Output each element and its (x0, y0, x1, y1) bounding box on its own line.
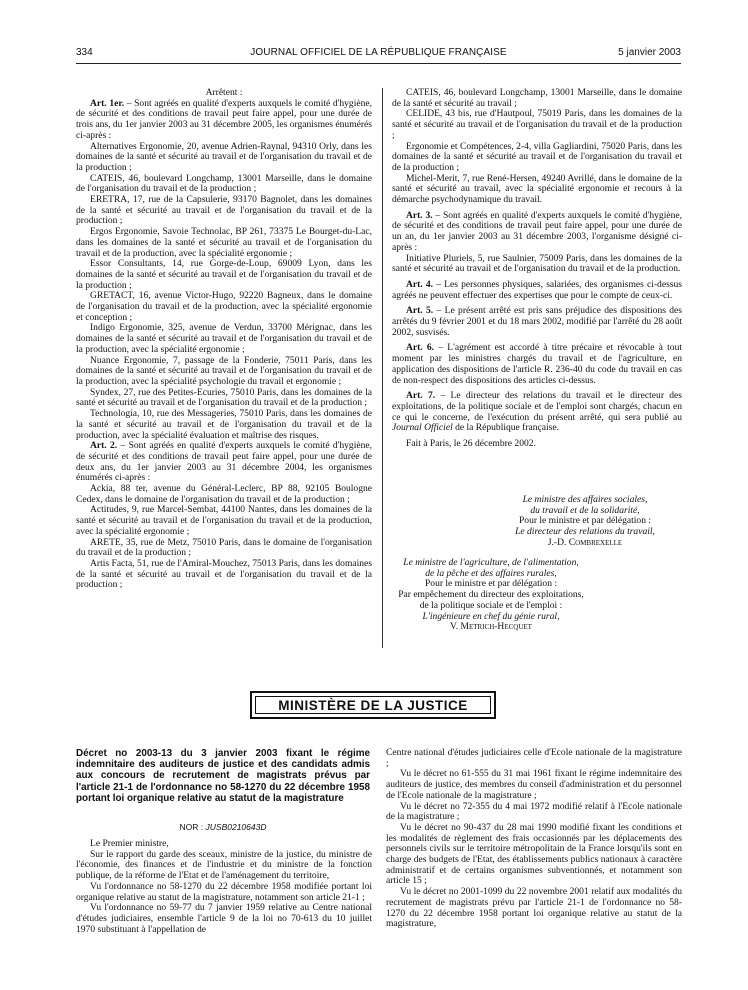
sig-line: Pour le ministre et par délégation : (424, 578, 558, 590)
article-text: – Le directeur des relations du travail et le directeur des exploitations, de la politique sociale et de l'emploi sont chargés, chacun en ce qui le concerne, de l'exécution du présent arrêté, qui sera publié au (392, 390, 683, 423)
list-paragraph: Centre national d'études judiciaires celle d'Ecole nationale de la magistrature ; (386, 747, 682, 769)
list-paragraph: Michel-Merit, 7, rue René-Hersen, 49240 Avrillé, dans le domaine de la santé et sécurité au travail, avec la spécialité ergonomie et recours à la démarche psychodynamique du travail. (392, 172, 682, 206)
header-rule (76, 63, 681, 64)
article-text: – Le présent arrêté est pris sans préjudice des dispositions des arrêtés du 9 février 2001 et du 18 mars 2002, modifié par l'arrêté du 28 août 2002, susvisés. (392, 305, 682, 338)
journal-title: JOURNAL OFFICIEL DE LA RÉPUBLIQUE FRANÇAISE (250, 47, 507, 58)
sig-line: du travail et de la solidarité, (530, 504, 640, 516)
decree-left-paragraphs (76, 839, 372, 935)
article-label: Art. 2. (90, 440, 118, 452)
article-1 (76, 99, 372, 142)
article-3-org: Initiative Pluriels, 5, rue Saulnier, 75009 Paris, dans les domaines de la santé et sécurité au travail et de l'organisation du travail et de la production. (392, 252, 682, 275)
nor-label: NOR : (179, 822, 204, 832)
list-paragraph: Vu le décret no 2001-1099 du 22 novembre 2001 relatif aux modalités du recrutement de magistrats prévu par l'article 21-1 de l'ordonnance no 58-1270 du 22 décembre 1958 portant loi organique relative au statut de la magistrature, (386, 886, 682, 930)
signatory-name: V. Metrich-Hecquet (450, 621, 532, 633)
decree-left-column (76, 839, 372, 935)
article-7 (392, 391, 682, 434)
page-number: 334 (76, 47, 93, 58)
article-text: – Sont agréés en qualité d'experts auxquels le comité d'hygiène, de sécurité et des conditions de travail peut faire appel, pour une durée de deux ans, du 1er janvier 2003 au 31 décembre 2004, les organismes énumérés ci-après : (76, 440, 372, 484)
article-4 (392, 280, 682, 301)
left-column (76, 88, 372, 591)
article-5 (392, 306, 682, 338)
article-text: – Sont agréés en qualité d'experts auxquels le comité d'hygiène, de sécurité et des conditions de travail peut faire appel, pour une durée de un an, du 1er janvier 2003 au 31 décembre 2003, l'organisme désigné ci-après : (392, 209, 682, 253)
list-paragraph: Alternatives Ergonomie, 20, avenue Adrien-Raynal, 94310 Orly, dans les domaines de la santé et sécurité au travail et de l'organisation du travail et de la production ; (76, 140, 372, 173)
sig-line: de la pêche et des affaires rurales, (425, 567, 557, 579)
list-paragraph: Vu le décret no 61-555 du 31 mai 1961 fixant le régime indemnitaire des auditeurs de justice, des membres du conseil d'administration et du personnel de l'Ecole nationale de la magistrature ; (386, 768, 682, 801)
article-label: Art. 1er. (90, 97, 125, 109)
decree-right-column (386, 748, 682, 930)
article-2 (76, 441, 372, 484)
signature-block-1 (488, 495, 682, 549)
org-list-2-continued (392, 88, 682, 206)
journal-name: Journal Officiel (392, 422, 453, 434)
list-paragraph: Vu le décret no 90-437 du 28 mai 1990 modifié fixant les conditions et les modalités de règlement des frais occasionnés par les déplacements des personnels civils sur le territoire métropolitain de la France lorsqu'ils sont en charge des budgets de l'Etat, des établissements publics nationaux à caractère administratif et de certains organismes subventionnés, et notamment son article 15 ; (386, 821, 682, 887)
list-paragraph: Ergos Ergonomie, Savoie Technolac, BP 261, 73375 Le Bourget-du-Lac, dans les domaines de la santé et sécurité au travail et de l'organisation du travail et de la production, avec la spécialité ergonomie ; (76, 226, 372, 259)
signature-block-2 (386, 558, 596, 633)
article-text: – Sont agréés en qualité d'experts auxquels le comité d'hygiène, de sécurité et des conditions de travail peut faire appel, pour une durée de trois ans, du 1er janvier 2003 au 31 décembre 2005, les organismes énumérés ci-après : (76, 97, 372, 141)
article-text: – L'agrément est accordé à titre précaire et révocable à tout moment par les ministres chargés du travail et de l'agriculture, en application des dispositions de l'article R. 236-40 du code du travail en cas de non-respect des dispositions des articles ci-dessus. (392, 342, 682, 386)
sig-line: Le directeur des relations du travail, (515, 526, 655, 538)
sig-line: Pour le ministre et par délégation : (518, 515, 652, 527)
sig-line: Le ministre des affaires sociales, (522, 494, 648, 505)
list-paragraph: CELIDE, 43 bis, rue d'Hautpoul, 75019 Paris, dans les domaines de la santé et sécurité au travail et de l'organisation du travail et de la production ; (392, 108, 682, 141)
article-label: Art. 5. (406, 305, 434, 317)
page-header (76, 47, 681, 61)
list-paragraph: Artis Facta, 51, rue de l'Amiral-Mouchez, 75013 Paris, dans les domaines de la santé et sécurité au travail et de l'organisation du travail et de la production ; (76, 557, 372, 591)
article-text: de la République française. (452, 422, 560, 434)
list-paragraph: Ergonomie et Compétences, 2-4, villa Gagliardini, 75020 Paris, dans les domaines de la santé et sécurité au travail et de l'organisation du travail et de la production ; (392, 140, 682, 173)
article-3 (392, 211, 682, 254)
list-paragraph: GRETACT, 16, avenue Victor-Hugo, 92220 Bagneux, dans le domaine de l'organisation du travail et de la production, avec la spécialité ergonomie et conception ; (76, 290, 372, 323)
sig-line: L'ingénieure en chef du génie rural, (422, 610, 560, 622)
list-paragraph: Sur le rapport du garde des sceaux, ministre de la justice, du ministre de l'économie, des finances et de l'industrie et du ministre de la fonction publique, de la réforme de l'Etat et de l'aménagement du territoire, (76, 848, 372, 882)
list-paragraph: Vu l'ordonnance no 58-1270 du 22 décembre 1958 modifiée portant loi organique relative au statut de la magistrature, notamment son article 21-1 ; (76, 880, 372, 903)
nor-reference (76, 822, 370, 832)
decree-title: Décret no 2003-13 du 3 janvier 2003 fixant le régime indemnitaire des auditeurs de justice et des candidats admis aux concours de recrutement de magistrats prévus par l'article 21-1 de l'ordonnance no 58-1270 du 22 décembre 1958 portant loi organique relative au statut de la magistrature (76, 748, 370, 804)
signature-place-date: Fait à Paris, le 26 décembre 2002. (406, 438, 536, 450)
column-divider (382, 88, 383, 648)
article-label: Art. 6. (406, 342, 435, 354)
article-label: Art. 7. (406, 390, 436, 402)
nor-value: JUSB0210643D (205, 822, 267, 832)
list-paragraph: Indigo Ergonomie, 325, avenue de Verdun, 33700 Mérignac, dans les domaines de la santé et sécurité au travail et de l'organisation du travail et de la production, avec la spécialité ergonomie ; (76, 322, 372, 355)
list-paragraph: Vu l'ordonnance no 59-77 du 7 janvier 1959 relative au Centre national d'études judiciaires, ensemble l'article 9 de la loi no 70-613 du 10 juillet 1970 substituant à l'appellation de (76, 902, 372, 935)
org-list-1 (76, 142, 372, 442)
article-label: Art. 3. (406, 209, 433, 221)
list-paragraph: CATEIS, 46, boulevard Longchamp, 13001 Marseille, dans le domaine de l'organisation du travail et de la production ; (76, 172, 372, 195)
org-list-2 (76, 484, 372, 591)
sig-line: Le ministre de l'agriculture, de l'alimentation, (403, 557, 579, 568)
right-column (392, 88, 682, 450)
list-paragraph: Actitudes, 9, rue Marcel-Sembat, 44100 Nantes, dans les domaines de la santé et sécurité au travail et de l'organisation du travail et de la production, avec la spécialité ergonomie ; (76, 504, 372, 537)
article-6 (392, 343, 682, 386)
decree-right-paragraphs (386, 748, 682, 930)
list-paragraph: Technologia, 10, rue des Messageries, 75010 Paris, dans les domaines de la santé et sécurité au travail et de l'organisation du travail et de la production, avec la spécialité évaluation et maîtrise des risques. (76, 408, 372, 441)
list-paragraph: Ackia, 88 ter, avenue du Général-Leclerc, BP 88, 92105 Boulogne Cedex, dans le domaine de l'organisation du travail et de la production ; (76, 483, 372, 505)
list-paragraph: Syndex, 27, rue des Petites-Ecuries, 75010 Paris, dans les domaines de la santé et sécurité au travail et de l'organisation du travail et de la production ; (76, 386, 372, 409)
ministry-heading: MINISTÈRE DE LA JUSTICE (278, 697, 468, 713)
list-paragraph: Le Premier ministre, (90, 838, 169, 849)
sig-line: de la politique sociale et de l'emploi : (419, 599, 563, 611)
list-paragraph: ARETE, 35, rue de Metz, 75010 Paris, dans le domaine de l'organisation du travail et de la production ; (76, 536, 372, 559)
list-paragraph: CATEIS, 46, boulevard Longchamp, 13001 Marseille, dans le domaine de la santé et sécurité au travail ; (392, 87, 682, 109)
list-paragraph: Vu le décret no 72-355 du 4 mai 1972 modifié relatif à l'Ecole nationale de la magistrature ; (386, 800, 682, 823)
arretent-heading: Arrêtent : (205, 87, 243, 98)
article-text: – Les personnes physiques, salariées, des organismes ci-dessus agréés ne peuvent effectuer des expertises que pour le compte de ceux-ci. (392, 278, 682, 301)
sig-line: Par empêchement du directeur des exploitations, (398, 589, 584, 601)
issue-date: 5 janvier 2003 (618, 47, 681, 58)
list-paragraph: Nuance Ergonomie, 7, passage de la Fonderie, 75011 Paris, dans les domaines de la santé et sécurité au travail et de l'organisation du travail et de la production, avec la spécialité psychologie du travail et ergonomie ; (76, 354, 372, 387)
signatory-name: J.-D. Combrexelle (547, 536, 623, 548)
article-label: Art. 4. (406, 278, 434, 290)
list-paragraph: ERETRA, 17, rue de la Capsulerie, 93170 Bagnolet, dans les domaines de la santé et sécurité au travail et de l'organisation du travail et de la production ; (76, 194, 372, 227)
ministry-heading-box (250, 691, 496, 719)
list-paragraph: Essor Consultants, 14, rue Gorge-de-Loup, 69009 Lyon, dans les domaines de la santé et sécurité au travail et de l'organisation du travail et de la production ; (76, 258, 372, 291)
